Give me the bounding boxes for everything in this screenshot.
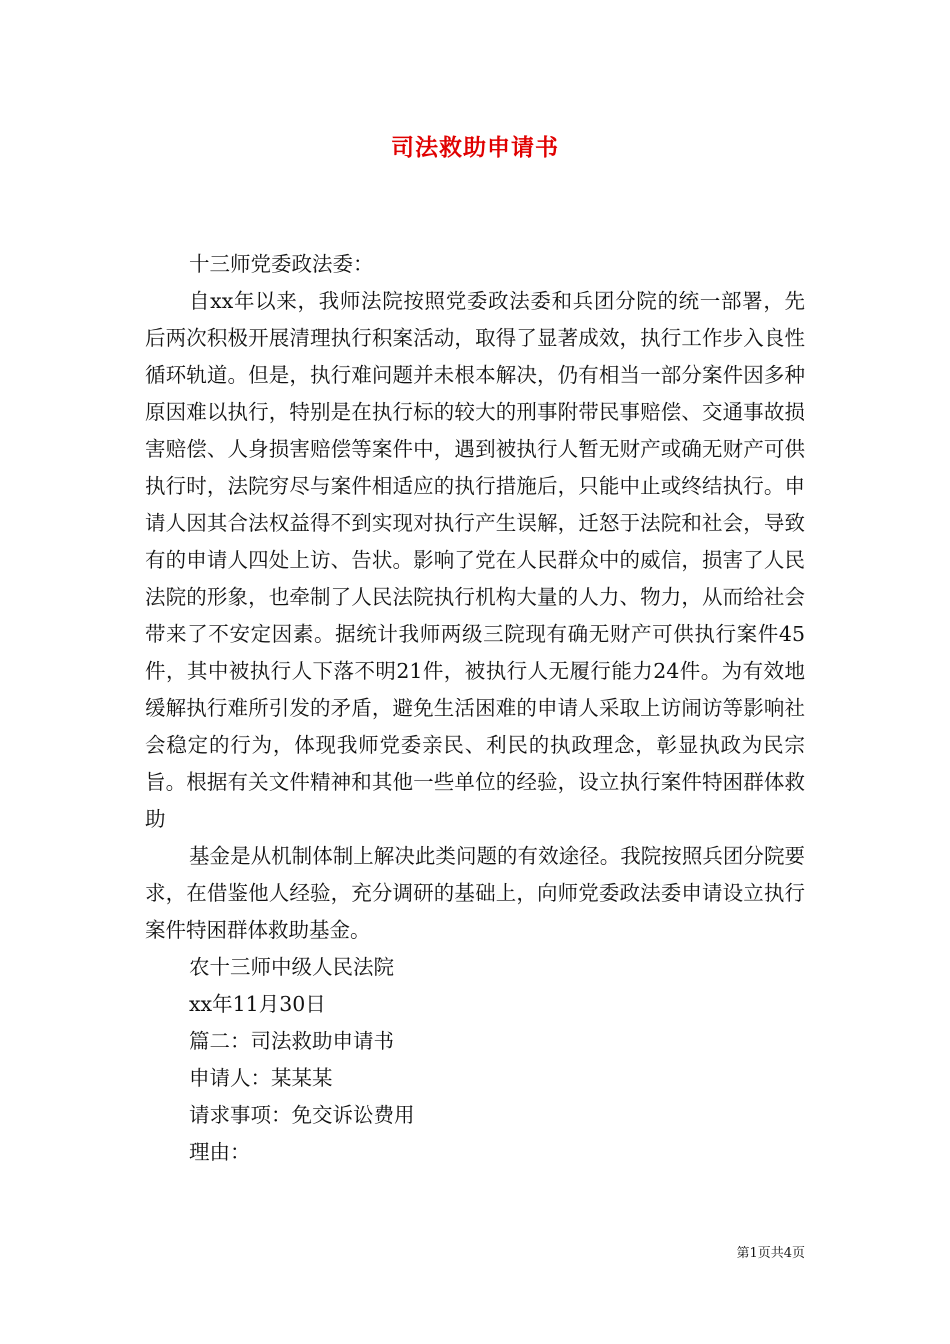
paragraph-2: 基金是从机制体制上解决此类问题的有效途径。我院按照兵团分院要求，在借鉴他人经验，充分调研的基础上，向师党委政法委申请设立执行案件特困群体救助基金。 bbox=[145, 844, 805, 942]
document-body bbox=[145, 246, 805, 1171]
applicant-line: 申请人：某某某 bbox=[189, 1066, 333, 1090]
document-title: 司法救助申请书 bbox=[391, 134, 559, 161]
signature-org: 农十三师中级人民法院 bbox=[189, 955, 394, 979]
paragraph-1: 自xx年以来，我师法院按照党委政法委和兵团分院的统一部署，先后两次积极开展清理执行积案活动，取得了显著成效，执行工作步入良性循环轨道。但是，执行难问题并未根本解决，仍有相当一部分案件因多种原因难以执行，特别是在执行标的较大的刑事附带民事赔偿、交通事故损害赔偿、人身损害赔偿等案件中，遇到被执行人暂无财产或确无财产可供执行时，法院穷尽与案件相适应的执行措施后，只能中止或终结执行。申请人因其合法权益得不到实现对执行产生误解，迁怒于法院和社会，导致有的申请人四处上访、告状。影响了党在人民群众中的威信，损害了人民法院的形象，也牵制了人民法院执行机构大量的人力、物力，从而给社会带来了不安定因素。据统计我师两级三院现有确无财产可供执行案件45件，其中被执行人下落不明21件，被执行人无履行能力24件。为有效地缓解执行难所引发的矛盾，避免生活困难的申请人采取上访闹访等影响社会稳定的行为，体现我师党委亲民、利民的执政理念，彰显执政为民宗旨。根据有关文件精神和其他一些单位的经验，设立执行案件特困群体救助 bbox=[145, 289, 805, 831]
signature-date: xx年11月30日 bbox=[189, 992, 326, 1016]
request-line: 请求事项：免交诉讼费用 bbox=[189, 1103, 415, 1127]
part2-heading: 篇二：司法救助申请书 bbox=[189, 1029, 394, 1053]
reason-line: 理由： bbox=[189, 1140, 251, 1164]
salutation: 十三师党委政法委： bbox=[189, 252, 374, 276]
page-number: 第1页共4页 bbox=[736, 1246, 805, 1261]
